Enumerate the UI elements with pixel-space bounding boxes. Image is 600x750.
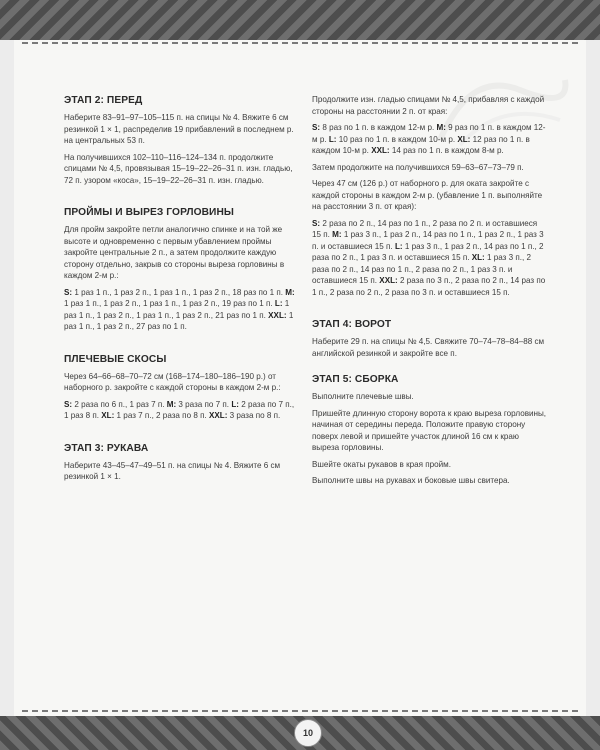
stage5-paragraph-3: Вшейте окаты рукавов в края пройм. (312, 459, 451, 469)
shoulder-paragraph-1: Через 64–66–68–70–72 см (168–174–180–186–190 р.) от наборного р. закройте с каждой стороны в каждом 2-м р.: (64, 371, 281, 392)
size-label: M: (436, 123, 446, 132)
stage5-paragraph-2: Пришейте длинную сторону ворота к краю выреза горловины, начиная от середины переда. Положите правую сторону поверх левой и пришейте участок длиной 16 см к краю выреза горловины. (312, 408, 547, 452)
sleeve-paragraph-4: Через 47 см (126 р.) от наборного р. для оката закройте с каждой стороны в каждом 2-м р. (убавление 1 п. выполняйте на расстоянии 3 п. от края): (312, 179, 543, 211)
size-label: L: (231, 399, 239, 409)
armholes-paragraph-1: Для пройм закройте петли аналогично спинке и на той же высоте и одновременно с первым убавлением проймы закройте центральные 2 п., а затем продолжите каждую сторону отдельно, закрыв со стороны выреза горловины в каждом 2-м р.: (64, 225, 285, 280)
size-label: XL: (471, 253, 485, 262)
bottom-dashed-divider (22, 710, 578, 712)
size-label: M: (285, 287, 295, 297)
size-label: XXL: (208, 411, 228, 420)
size-label: XXL: (379, 276, 398, 285)
size-label: M: (332, 230, 342, 239)
decorative-top-band (0, 0, 600, 40)
sleeve-cap-sizes: S: 2 раза по 2 п., 14 раз по 1 п., 2 раза по 2 п. и оставшиеся 15 п. M: 1 раз 3 п., 1 раз 2 п., 14 раз по 1 п., 1 раз 2 п., 1 раз 3 п. и оставшиеся 15 п. L: 1 раз 3 п., 1 раз 2 п., 14 раз по 1 п., 2 раза по 2 п., 1 раз 3 п. и оставшиеся 15 п. XL: 1 раз 3 п., 2 раза по 2 п., 14 раз по 1 п., 2 раза по 2 п., 1 раз 3 п. и оставшиеся 15 п. XXL: 2 раза по 3 п., 2 раза по 2 п., 14 раз по 1 п., 2 раза по 2 п., 2 раза по 3 п. и оставшиеся 15 п. (312, 218, 546, 297)
stage5-paragraph-4: Выполните швы на рукавах и боковые швы свитера. (312, 476, 510, 485)
size-label: S: (312, 123, 321, 132)
sleeve-paragraph-3: Затем продолжите на получившихся 59–63–67–73–79 п. (312, 162, 524, 172)
stage3-heading: ЭТАП 3: РУКАВА (64, 442, 149, 454)
stage5-heading: ЭТАП 5: СБОРКА (312, 374, 399, 385)
stage2-paragraph-1: Наберите 83–91–97–105–115 п. на спицы № 4. Вяжите 6 см резинкой 1 × 1, распределив 19 прибавлений в последнем р. на центральных 53 п. (64, 113, 294, 145)
stage3-paragraph-1: Наберите 43–45–47–49–51 п. на спицы № 4. Вяжите 6 см резинкой 1 × 1. (64, 460, 281, 481)
top-dashed-divider (22, 42, 578, 44)
right-column (312, 94, 547, 492)
size-label: M: (166, 399, 177, 409)
stage2-heading: ЭТАП 2: ПЕРЕД (64, 95, 143, 106)
size-label: XL: (457, 134, 471, 144)
page-number: 10 (294, 719, 322, 747)
armholes-heading: ПРОЙМЫ И ВЫРЕЗ ГОРЛОВИНЫ (64, 207, 235, 218)
size-label: L: (328, 134, 337, 144)
size-label: L: (274, 299, 283, 308)
stage2-paragraph-2: На получившихся 102–110–116–124–134 п. продолжите спицами № 4,5, провязывая 15–19–22–26–31 п. изн. гладью, 72 п. узором «коса», 15–19–22–26–31 п. изн. гладью. (64, 152, 293, 185)
size-label: L: (394, 241, 403, 251)
stage4-heading: ЭТАП 4: ВОРОТ (312, 319, 392, 330)
stage5-paragraph-1: Выполните плечевые швы. (312, 392, 414, 401)
shoulder-sizes-paragraph: S: 2 раза по 6 п., 1 раз 7 п. M: 3 раза по 7 п. L: 2 раза по 7 п., 1 раз 8 п. XL: 1 раз 7 п., 2 раза по 8 п. XXL: 3 раза по 8 п. (64, 399, 295, 420)
sleeve-paragraph-1: Продолжите изн. гладью спицами № 4,5, прибавляя с каждой стороны на расстоянии 2 п. от края: (312, 95, 545, 116)
size-label: XXL: (268, 310, 287, 320)
size-label: S: (312, 218, 321, 228)
armholes-sizes-paragraph: S: 1 раз 1 п., 1 раз 2 п., 1 раз 1 п., 1 раз 2 п., 18 раз по 1 п. M: 1 раз 1 п., 1 раз 2 п., 1 раз 1 п., 1 раз 2 п., 19 раз по 1 п. L: 1 раз 1 п., 1 раз 2 п., 1 раз 1 п., 1 раз 2 п., 21 раз по 1 п. XXL: 1 раз 1 п., 1 раз 2 п., 27 раз по 1 п. (64, 287, 295, 331)
left-column (64, 94, 299, 488)
sleeve-increase-sizes: S: 8 раз по 1 п. в каждом 12-м р. M: 9 раз по 1 п. в каждом 12-м р. L: 10 раз по 1 п. в каждом 10-м р. XL: 12 раз по 1 п. в каждом 10-м р. XXL: 14 раз по 1 п. в каждом 8-м р. (312, 123, 546, 155)
stage4-paragraph-1: Наберите 29 п. на спицы № 4,5. Свяжите 70–74–78–84–88 см английской резинкой и закройте все п. (312, 337, 545, 358)
shoulder-heading: ПЛЕЧЕВЫЕ СКОСЫ (64, 353, 167, 365)
size-label: S: (64, 399, 73, 409)
size-label: XXL: (371, 146, 390, 155)
size-label: S: (64, 287, 73, 297)
size-label: XL: (101, 411, 115, 420)
